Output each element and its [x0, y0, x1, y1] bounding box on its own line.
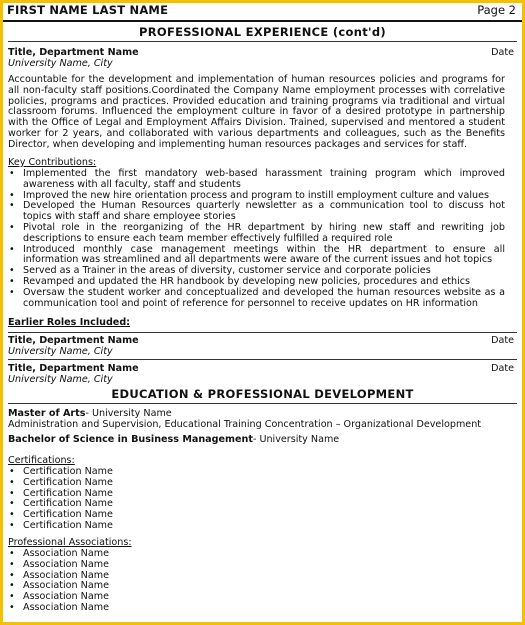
list-item: • Certification Name [8, 489, 113, 500]
experience-section-title: PROFESSIONAL EXPERIENCE (cont'd) [139, 25, 386, 39]
list-item: • Certification Name [8, 521, 113, 532]
earlier-role-location: University Name, City [8, 374, 113, 385]
earlier-role-title: Title, Department Name [8, 363, 139, 374]
list-item: • Association Name [8, 571, 109, 582]
list-item: • Revamped and updated the HR handbook by developing new policies, procedures and ethics [8, 277, 505, 288]
list-item: • Association Name [8, 581, 109, 592]
job-summary: Accountable for the development and implementation of human resources policies and programs for all non-faculty staff positions.Coordinated the Company Name employment processes with correlative policies, programs and practices. Provided education and training programs via traditional and virtual classroom forums. Influenced the employment culture in favor of a desired prototype in partnership with the Office of Legal and Employment Affairs Division. Trained, supervised and mentored a student worker for 2 years, and collaborated with various departments and colleagues, such as the Benefits Director, when developing and implementing human resources packages and services for staff. [8, 74, 505, 150]
masters-school: - University Name [85, 408, 172, 419]
section-divider [8, 41, 517, 42]
certifications-list [8, 467, 113, 532]
list-item: • Association Name [8, 592, 109, 603]
bachelors-degree: Bachelor of Science in Business Management [8, 434, 253, 445]
masters-degree: Master of Arts [8, 408, 86, 419]
page-header [3, 3, 522, 22]
list-item: • Pivotal role in the reorganizing of the HR department by hiring new staff and rewriting job descriptions to ensure each team member effectively fulfilled a required role [8, 223, 505, 245]
list-item: • Introduced monthly case management meetings within the HR department to ensure all information was streamlined and all departments were aware of the current issues and hot topics [8, 245, 505, 267]
list-item: • Certification Name [8, 467, 113, 478]
list-item: • Association Name [8, 560, 109, 571]
list-item: • Implemented the first mandatory web-based harassment training program which improved awareness with all faculty, staff and students [8, 169, 505, 191]
list-item: • Certification Name [8, 478, 113, 489]
earlier-roles-label: Earlier Roles Included: [8, 317, 131, 328]
list-item: • Improved the new hire orientation process and program to instill employment culture and values [8, 191, 505, 202]
list-item: • Served as a Trainer in the areas of diversity, customer service and corporate policies [8, 266, 505, 277]
job-date: Date [491, 47, 514, 58]
education-section-title: EDUCATION & PROFESSIONAL DEVELOPMENT [111, 387, 414, 401]
divider [8, 359, 517, 360]
earlier-role-title: Title, Department Name [8, 335, 139, 346]
candidate-name: FIRST NAME LAST NAME [7, 3, 169, 17]
divider [8, 332, 517, 333]
list-item: • Association Name [8, 549, 109, 560]
contributions-list [8, 169, 505, 309]
list-item: • Certification Name [8, 510, 113, 521]
job-location: University Name, City [8, 58, 113, 69]
job-title: Title, Department Name [8, 47, 139, 58]
earlier-role-location: University Name, City [8, 346, 113, 357]
associations-label: Professional Associations: [8, 537, 132, 548]
bachelors-school: - University Name [252, 434, 340, 445]
masters-concentration: Administration and Supervision, Educational Training Concentration – Organizational Development [8, 419, 482, 430]
certifications-label: Certifications: [8, 455, 75, 466]
list-item: • Certification Name [8, 499, 113, 510]
page-number: Page 2 [477, 3, 516, 17]
earlier-role-date: Date [491, 363, 514, 374]
key-contributions-label: Key Contributions: [8, 157, 97, 168]
list-item: • Association Name [8, 603, 109, 614]
list-item: • Oversaw the student worker and conceptualized and developed the human resources website as a communication tool and point of reference for personnel to receive updates on HR information [8, 288, 505, 310]
associations-list [8, 549, 109, 614]
bachelors-line [8, 435, 339, 446]
earlier-role-date: Date [491, 335, 514, 346]
section-divider [8, 403, 517, 404]
list-item: • Developed the Human Resources quarterly newsletter as a communication tool to discuss hot topics with staff and share employee stories [8, 201, 505, 223]
